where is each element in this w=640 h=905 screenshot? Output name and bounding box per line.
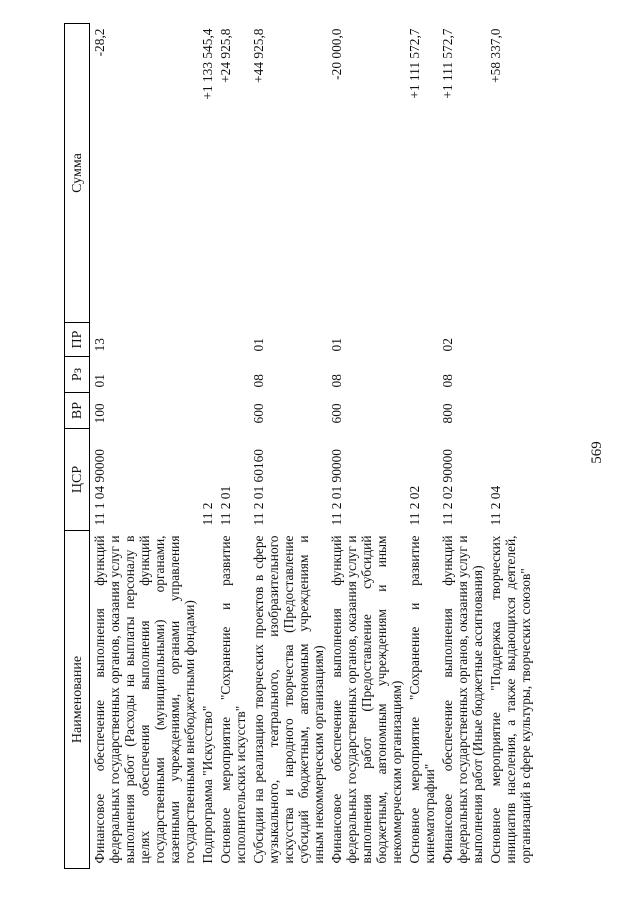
row-sum: +1 111 572,7 <box>440 28 455 99</box>
row-pr <box>198 323 216 357</box>
table-row <box>216 24 249 869</box>
row-vr: 800 <box>440 403 455 424</box>
table-row <box>90 24 199 869</box>
row-pr: 01 <box>329 338 344 352</box>
table-row <box>405 24 438 869</box>
row-csr: 11 2 02 <box>407 485 422 526</box>
table-row <box>198 24 216 869</box>
row-pr <box>216 323 249 357</box>
row-csr: 11 1 04 90000 <box>92 449 107 526</box>
row-pr <box>486 323 534 357</box>
row-rz <box>405 357 438 393</box>
header-vr: ВР <box>65 393 90 429</box>
row-rz: 08 <box>251 374 266 388</box>
row-sum: +1 111 572,7 <box>407 28 422 99</box>
page-number: 569 <box>589 441 605 464</box>
row-vr <box>198 393 216 429</box>
table-row <box>249 24 327 869</box>
row-sum: +1 133 545,4 <box>200 28 215 100</box>
header-name: Наименование <box>65 531 90 869</box>
row-csr: 11 2 04 <box>488 485 503 526</box>
row-name: Финансовое обеспечение выполнения функций федеральных государственных органов, оказания услуг и выполнения работ (Расходы на выплаты персоналу в целях обеспечения выполнения функций государственными (муниципальными) органами, казенными учреждениями, органами управления государственными внебюджетными фондами) <box>92 535 197 864</box>
row-vr <box>216 393 249 429</box>
row-rz: 01 <box>92 374 107 388</box>
header-sum: Сумма <box>65 24 90 323</box>
row-pr <box>405 323 438 357</box>
row-rz: 08 <box>440 374 455 388</box>
row-rz <box>216 357 249 393</box>
budget-table <box>64 23 534 869</box>
row-vr: 100 <box>92 403 107 424</box>
table-header-row <box>65 24 90 869</box>
row-rz <box>486 357 534 393</box>
row-csr: 11 2 02 90000 <box>440 449 455 526</box>
table-row <box>438 24 486 869</box>
row-sum: +44 925,8 <box>251 28 266 83</box>
row-vr <box>405 393 438 429</box>
table-row <box>486 24 534 869</box>
row-sum: +24 925,8 <box>218 28 233 83</box>
row-name: Подпрограмма "Искусство" <box>200 705 215 864</box>
row-vr: 600 <box>329 403 344 424</box>
header-rz: Рз <box>65 357 90 393</box>
row-rz: 08 <box>329 374 344 388</box>
row-sum: +58 337,0 <box>488 28 503 83</box>
row-name: Финансовое обеспечение выполнения функций федеральных государственных органов, оказания услуг и выполнения работ (Предоставление субсидий бюджетным, автономным учреждениям и иным некоммерческим организациям) <box>329 535 404 864</box>
row-name: Основное мероприятие "Сохранение и развитие исполнительских искусств" <box>218 535 248 864</box>
row-name: Основное мероприятие "Сохранение и развитие кинематографии" <box>407 535 437 864</box>
row-name: Финансовое обеспечение выполнения функций федеральных государственных органов, оказания услуг и выполнения работ (Иные бюджетные ассигнования) <box>440 535 485 864</box>
header-pr: ПР <box>65 323 90 357</box>
row-pr: 13 <box>92 338 107 352</box>
row-rz <box>198 357 216 393</box>
table-row <box>327 24 405 869</box>
row-pr: 02 <box>440 338 455 352</box>
row-csr: 11 2 <box>200 502 215 526</box>
row-csr: 11 2 01 <box>218 485 233 526</box>
row-vr: 600 <box>251 403 266 424</box>
header-csr: ЦСР <box>65 429 90 531</box>
row-sum: -20 000,0 <box>329 28 344 80</box>
row-vr <box>486 393 534 429</box>
row-csr: 11 2 01 60160 <box>251 449 266 526</box>
row-name: Основное мероприятие "Поддержка творческих инициатив населения, а также выдающихся деятелей, организаций в сфере культуры, творческих союзов" <box>488 535 533 864</box>
row-sum: -28,2 <box>92 28 107 57</box>
row-pr: 01 <box>251 338 266 352</box>
row-name: Субсидии на реализацию творческих проектов в сфере музыкального, театрального, изобразительного искусства и народного творчества (Предоставление субсидий бюджетным, автономным учреждениям и иным некоммерческим организациям) <box>251 535 326 864</box>
row-csr: 11 2 01 90000 <box>329 449 344 526</box>
